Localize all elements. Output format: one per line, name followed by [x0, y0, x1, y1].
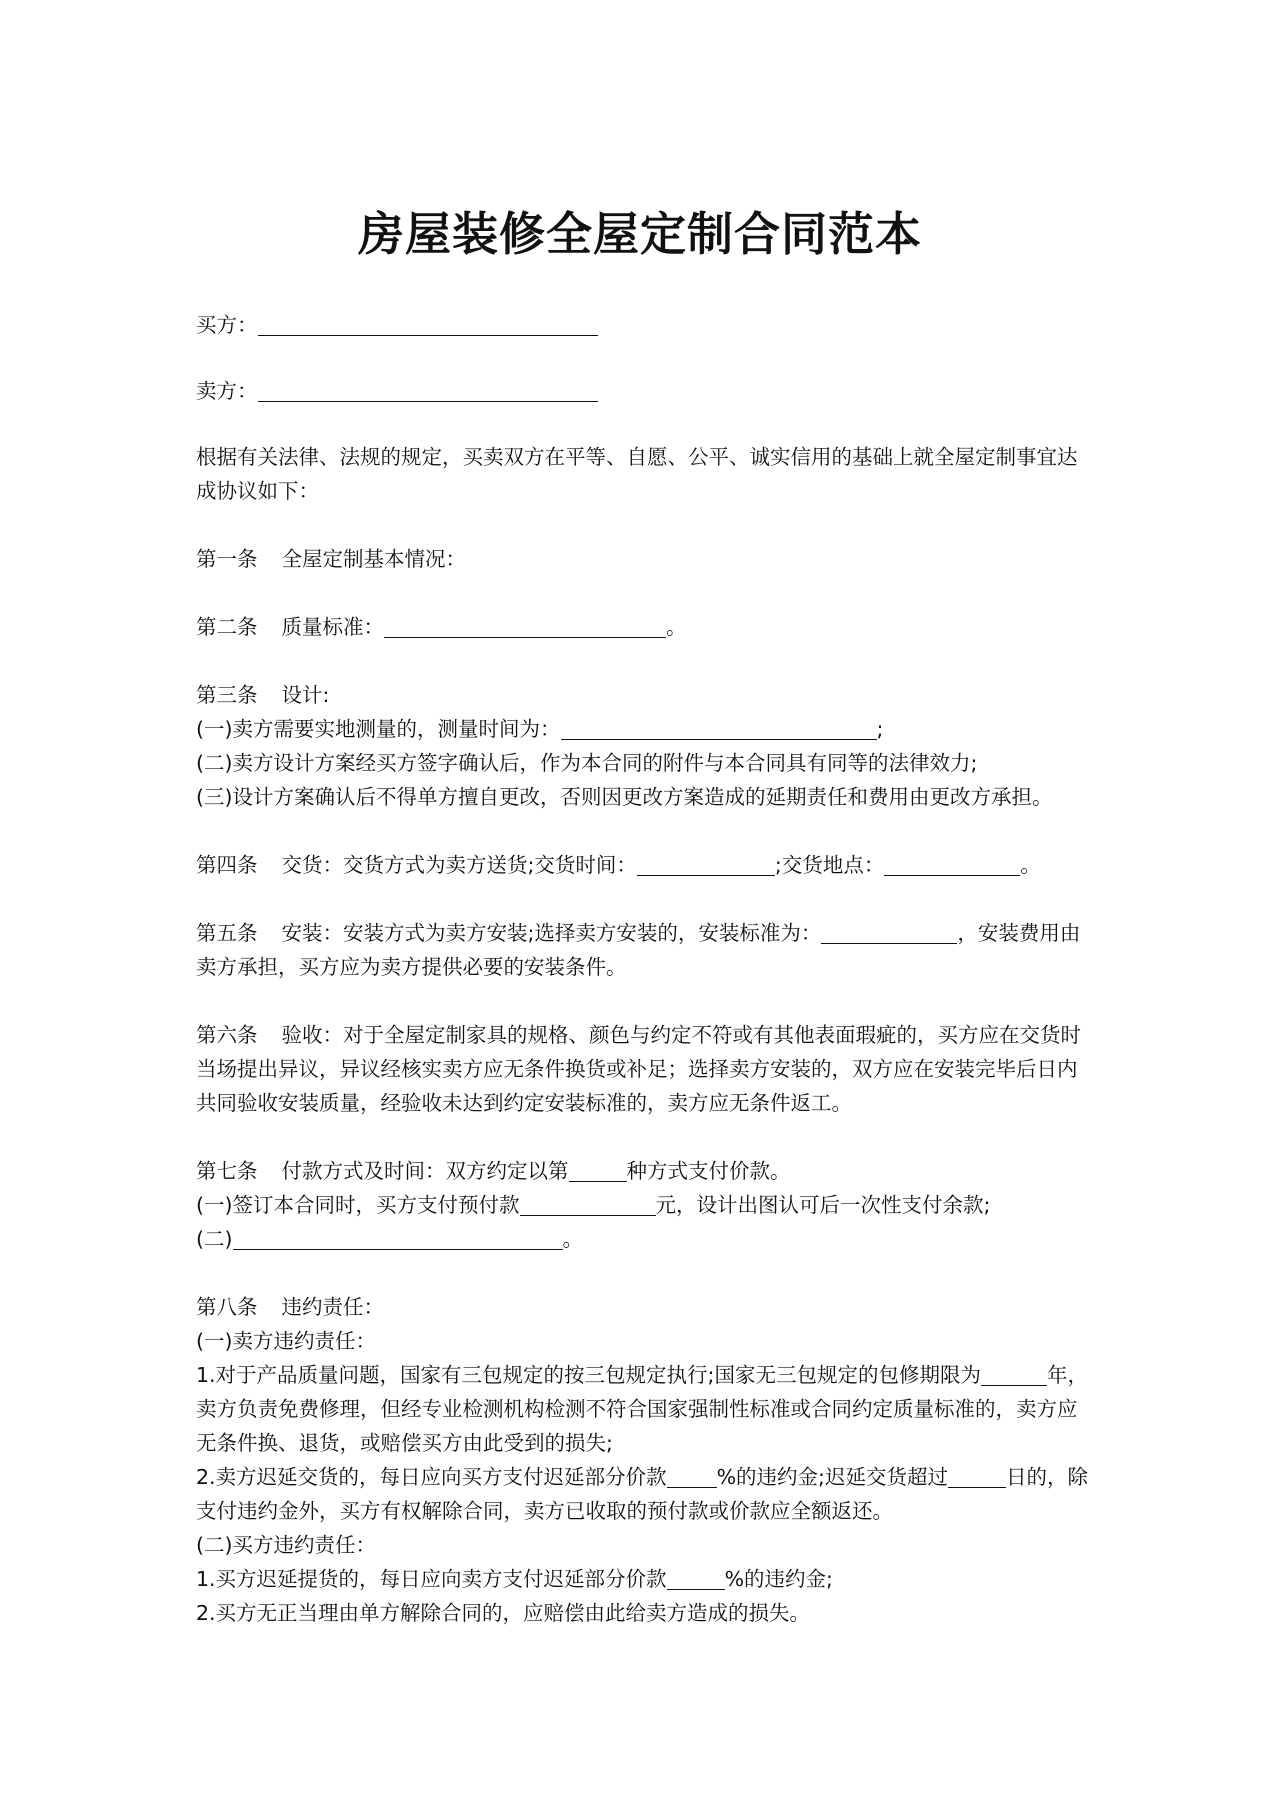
buyer-breach-item-1-text-b: %的违约金;	[724, 1567, 833, 1591]
article-2-end: 。	[666, 615, 687, 639]
article-3	[196, 678, 1096, 712]
intro-paragraph: 根据有关法律、法规的规定，买卖双方在平等、自愿、公平、诚实信用的基础上就全屋定制事宜达成协议如下：	[196, 445, 1078, 503]
article-4-text-a: 交货：交货方式为卖方送货;交货时间：	[281, 853, 637, 877]
article-2-text: 质量标准：	[281, 615, 384, 639]
article-7-heading: 第七条	[196, 1159, 258, 1183]
install-standard-blank	[821, 942, 957, 944]
seller-blank	[258, 400, 598, 402]
article-3-item-2: (二)卖方设计方案经买方签字确认后，作为本合同的附件与本合同具有同等的法律效力;	[196, 751, 978, 775]
measure-time-blank	[561, 738, 877, 740]
buyer-breach-item-1	[196, 1562, 1096, 1596]
prepayment-blank	[520, 1214, 656, 1216]
payment-method-blank	[569, 1180, 627, 1182]
seller-breach-item-1	[196, 1358, 1096, 1460]
seller-breach-item-1-text-b: 年，卖方负责免费修理，但经专业检测机构检测不符合国家强制性标准或合同约定质量标准的，卖方应无条件换、退货，或赔偿买方由此受到的损失;	[196, 1363, 1088, 1455]
seller-breach-item-1-text-a: 1.对于产品质量问题，国家有三包规定的按三包规定执行;国家无三包规定的包修期限为	[196, 1363, 981, 1387]
document-title: 房屋装修全屋定制合同范本	[358, 207, 922, 261]
seller-breach-item-2-text-b: %的违约金;迟延交货超过	[716, 1465, 948, 1489]
buyer-penalty-percent-blank	[667, 1588, 725, 1590]
article-5-text-a: 安装：安装方式为卖方安装;选择卖方安装的，安装标准为：	[281, 921, 822, 945]
buyer-breach-heading: (二)买方违约责任：	[196, 1533, 376, 1557]
seller-breach-item-2	[196, 1460, 1096, 1528]
seller-breach-item-2-text-a: 2.卖方迟延交货的，每日应向买方支付迟延部分价款	[196, 1465, 667, 1489]
article-7-item-2-label: (二)	[196, 1227, 233, 1251]
article-8	[196, 1290, 1096, 1324]
article-4-end: 。	[1020, 853, 1041, 877]
article-4-heading: 第四条	[196, 853, 258, 877]
article-3-text: 设计:	[281, 683, 330, 707]
article-7-text-a: 付款方式及时间：双方约定以第	[281, 1159, 569, 1183]
warranty-years-blank	[981, 1384, 1047, 1386]
article-8-text: 违约责任：	[281, 1295, 384, 1319]
article-2-heading: 第二条	[196, 615, 258, 639]
article-4-text-b: ;交货地点：	[774, 853, 885, 877]
delay-days-blank	[948, 1486, 1006, 1488]
payment-other-blank	[233, 1248, 563, 1250]
buyer-line	[196, 308, 1096, 342]
seller-line	[196, 374, 1096, 408]
buyer-label: 买方：	[196, 313, 258, 337]
seller-breach-item-2-text-c: 日的，除支付违约金外，买方有权解除合同，卖方已收取的预付款或价款应全额返还。	[196, 1465, 1088, 1523]
article-7-item-1-text-b: 元，设计出图认可后一次性支付余款;	[655, 1193, 991, 1217]
buyer-breach-item-1-text-a: 1.买方迟延提货的，每日应向卖方支付迟延部分价款	[196, 1567, 667, 1591]
seller-label: 卖方：	[196, 379, 258, 403]
seller-penalty-percent-blank	[667, 1486, 717, 1488]
article-1	[196, 542, 1096, 576]
article-7-item-2	[196, 1222, 1096, 1256]
article-2	[196, 610, 1096, 644]
buyer-blank	[258, 334, 598, 336]
article-4	[196, 848, 1096, 882]
article-5	[196, 916, 1096, 984]
article-5-text-b: ，安装费用由卖方承担，买方应为卖方提供必要的安装条件。	[196, 921, 1081, 979]
contract-body	[196, 308, 1096, 1630]
delivery-place-blank	[884, 874, 1020, 876]
article-3-item-1-end: ;	[876, 717, 884, 741]
article-3-item-1	[196, 712, 1096, 746]
article-7	[196, 1154, 1096, 1188]
article-7-item-2-end: 。	[562, 1227, 583, 1251]
buyer-breach-item-2: 2.买方无正当理由单方解除合同的，应赔偿由此给卖方造成的损失。	[196, 1601, 811, 1625]
article-6-heading: 第六条	[196, 1023, 258, 1047]
quality-standard-blank	[384, 636, 666, 638]
article-6	[196, 1018, 1096, 1120]
article-7-text-b: 种方式支付价款。	[626, 1159, 791, 1183]
article-5-heading: 第五条	[196, 921, 258, 945]
article-3-item-1-text: (一)卖方需要实地测量的，测量时间为：	[196, 717, 561, 741]
article-7-item-1	[196, 1188, 1096, 1222]
article-7-item-1-text-a: (一)签订本合同时，买方支付预付款	[196, 1193, 520, 1217]
article-1-heading: 第一条	[196, 547, 258, 571]
seller-breach-heading: (一)卖方违约责任：	[196, 1329, 376, 1353]
article-1-text: 全屋定制基本情况：	[281, 547, 466, 571]
article-6-text: 验收：对于全屋定制家具的规格、颜色与约定不符或有其他表面瑕疵的，买方应在交货时当场提出异议，异议经核实卖方应无条件换货或补足；选择卖方安装的，双方应在安装完毕后日内共同验收安装质量，经验收未达到约定安装标准的，卖方应无条件返工。	[196, 1023, 1081, 1115]
article-3-heading: 第三条	[196, 683, 258, 707]
article-8-heading: 第八条	[196, 1295, 258, 1319]
delivery-time-blank	[637, 874, 775, 876]
article-3-item-3: (三)设计方案确认后不得单方擅自更改，否则因更改方案造成的延期责任和费用由更改方承担。	[196, 785, 1053, 809]
